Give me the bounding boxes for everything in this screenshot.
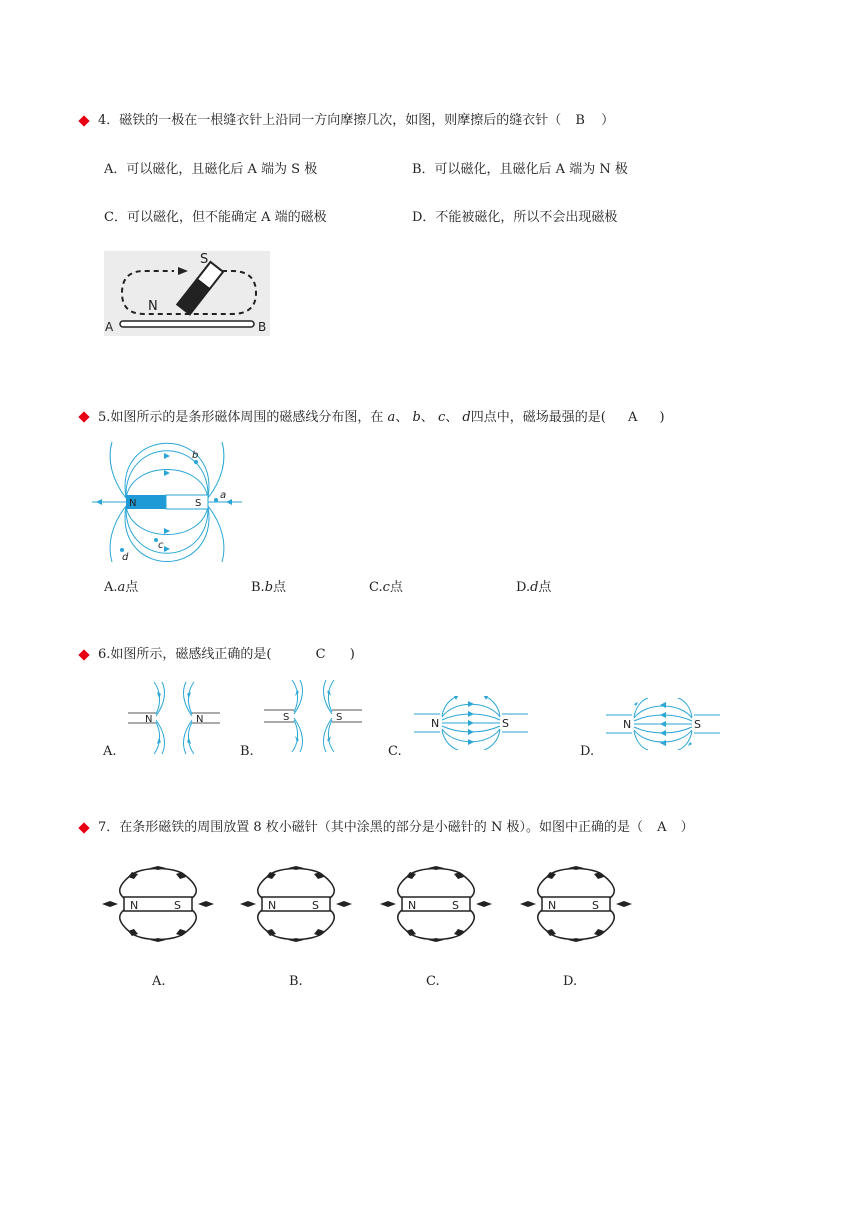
q5-point-b: b (412, 410, 421, 425)
q4-stem-text: 4．磁铁的一极在一根缝衣针上沿同一方向摩擦几次，如图，则摩擦后的缝衣针（ (98, 113, 562, 128)
q6-c-label-n: N (431, 717, 440, 730)
q5-fig-point-d: d (122, 552, 129, 563)
q4-fig-label-b: B (258, 320, 267, 334)
question-6-stem (98, 646, 355, 664)
q5-fig-point-a: a (220, 490, 227, 501)
q7-option-a: A. (152, 974, 166, 989)
question-7-stem (98, 819, 694, 837)
q4-figure-needle-magnet (104, 251, 270, 336)
q7-c-label-n: N (408, 899, 417, 912)
q6-option-c: C. (388, 744, 402, 759)
q7-d-label-s: S (592, 899, 599, 912)
q5-option-c: C.c点 (369, 580, 403, 595)
q6-b-label-s2: S (336, 712, 343, 723)
bullet-icon (78, 411, 89, 422)
q7-a-label-n: N (130, 899, 139, 912)
q7-d-label-n: N (548, 899, 557, 912)
q5-stem-prefix: 5.如图所示的是条形磁体周围的磁感线分布图，在 (98, 410, 384, 425)
q6-figure-b (264, 678, 362, 754)
q5-point-a: a (387, 410, 396, 425)
q7-option-c: C. (426, 974, 440, 989)
q5-fig-label-n: N (129, 498, 137, 509)
q6-a-label-n2: N (196, 714, 204, 725)
q7-option-b: B. (289, 974, 303, 989)
q6-figure-c (414, 696, 528, 750)
q7-answer: A (657, 820, 667, 835)
q4-fig-label-a: A (105, 320, 114, 334)
q7-stem-text: 7．在条形磁铁的周围放置 8 枚小磁针（其中涂黑的部分是小磁针的 N 极）。如图中正确的是（ (98, 820, 643, 835)
bullet-icon (78, 822, 89, 833)
q7-close: ） (680, 820, 694, 835)
q5-sep: 、 (395, 410, 409, 425)
bullet-icon (78, 115, 89, 126)
q6-option-a: A. (103, 744, 117, 759)
q7-b-label-n: N (268, 899, 277, 912)
q7-figure-c (378, 864, 494, 944)
q5-fig-label-s: S (195, 498, 202, 509)
q7-figure-d (518, 864, 634, 944)
q5-point-c: c (437, 410, 446, 425)
q6-b-label-s1: S (283, 712, 290, 723)
q4-option-b: B．可以磁化，且磁化后 A 端为 N 极 (412, 162, 628, 177)
q4-option-a: A．可以磁化，且磁化后 A 端为 S 极 (104, 162, 318, 177)
q5-stem-suffix: 四点中，磁场最强的是( (470, 410, 606, 425)
q4-option-d: D．不能被磁化，所以不会出现磁极 (412, 210, 618, 225)
q4-option-c: C．可以磁化，但不能确定 A 端的磁极 (104, 210, 327, 225)
question-5-stem (98, 409, 665, 427)
q5-answer: A (627, 410, 638, 425)
q6-figure-a (128, 680, 220, 756)
q6-d-label-s: S (694, 718, 701, 731)
q5-close: ) (659, 410, 665, 425)
q6-c-label-s: S (502, 717, 509, 730)
q6-a-label-n1: N (145, 714, 153, 725)
q7-c-label-s: S (452, 899, 459, 912)
q6-d-label-n: N (623, 718, 632, 731)
q4-answer: B (575, 113, 585, 128)
q6-close: ) (349, 647, 355, 662)
q7-figure-b (238, 864, 354, 944)
q5-sep: 、 (420, 410, 434, 425)
q5-option-b: B.b点 (251, 580, 287, 595)
q5-figure-bar-magnet-field (92, 440, 242, 568)
q7-b-label-s: S (312, 899, 319, 912)
q6-option-d: D. (580, 744, 595, 759)
q6-stem-text: 6.如图所示，磁感线正确的是( (98, 647, 272, 662)
q4-fig-label-n: N (148, 299, 158, 314)
q5-option-a: A.a点 (104, 580, 139, 595)
q5-fig-point-b: b (192, 450, 199, 461)
q6-option-b: B. (240, 744, 254, 759)
q4-fig-label-s: S (200, 252, 209, 267)
q7-a-label-s: S (174, 899, 181, 912)
q5-fig-point-c: c (158, 540, 164, 551)
bullet-icon (78, 649, 89, 660)
q6-answer: C (315, 647, 326, 662)
q6-figure-d (606, 698, 720, 750)
q7-figure-a (100, 864, 216, 944)
q5-point-d: d (462, 410, 471, 425)
q5-sep: 、 (445, 410, 459, 425)
q4-close: ） (601, 113, 615, 128)
question-4-stem (98, 112, 614, 130)
q5-option-d: D.d点 (516, 580, 552, 595)
q7-option-d: D. (563, 974, 578, 989)
